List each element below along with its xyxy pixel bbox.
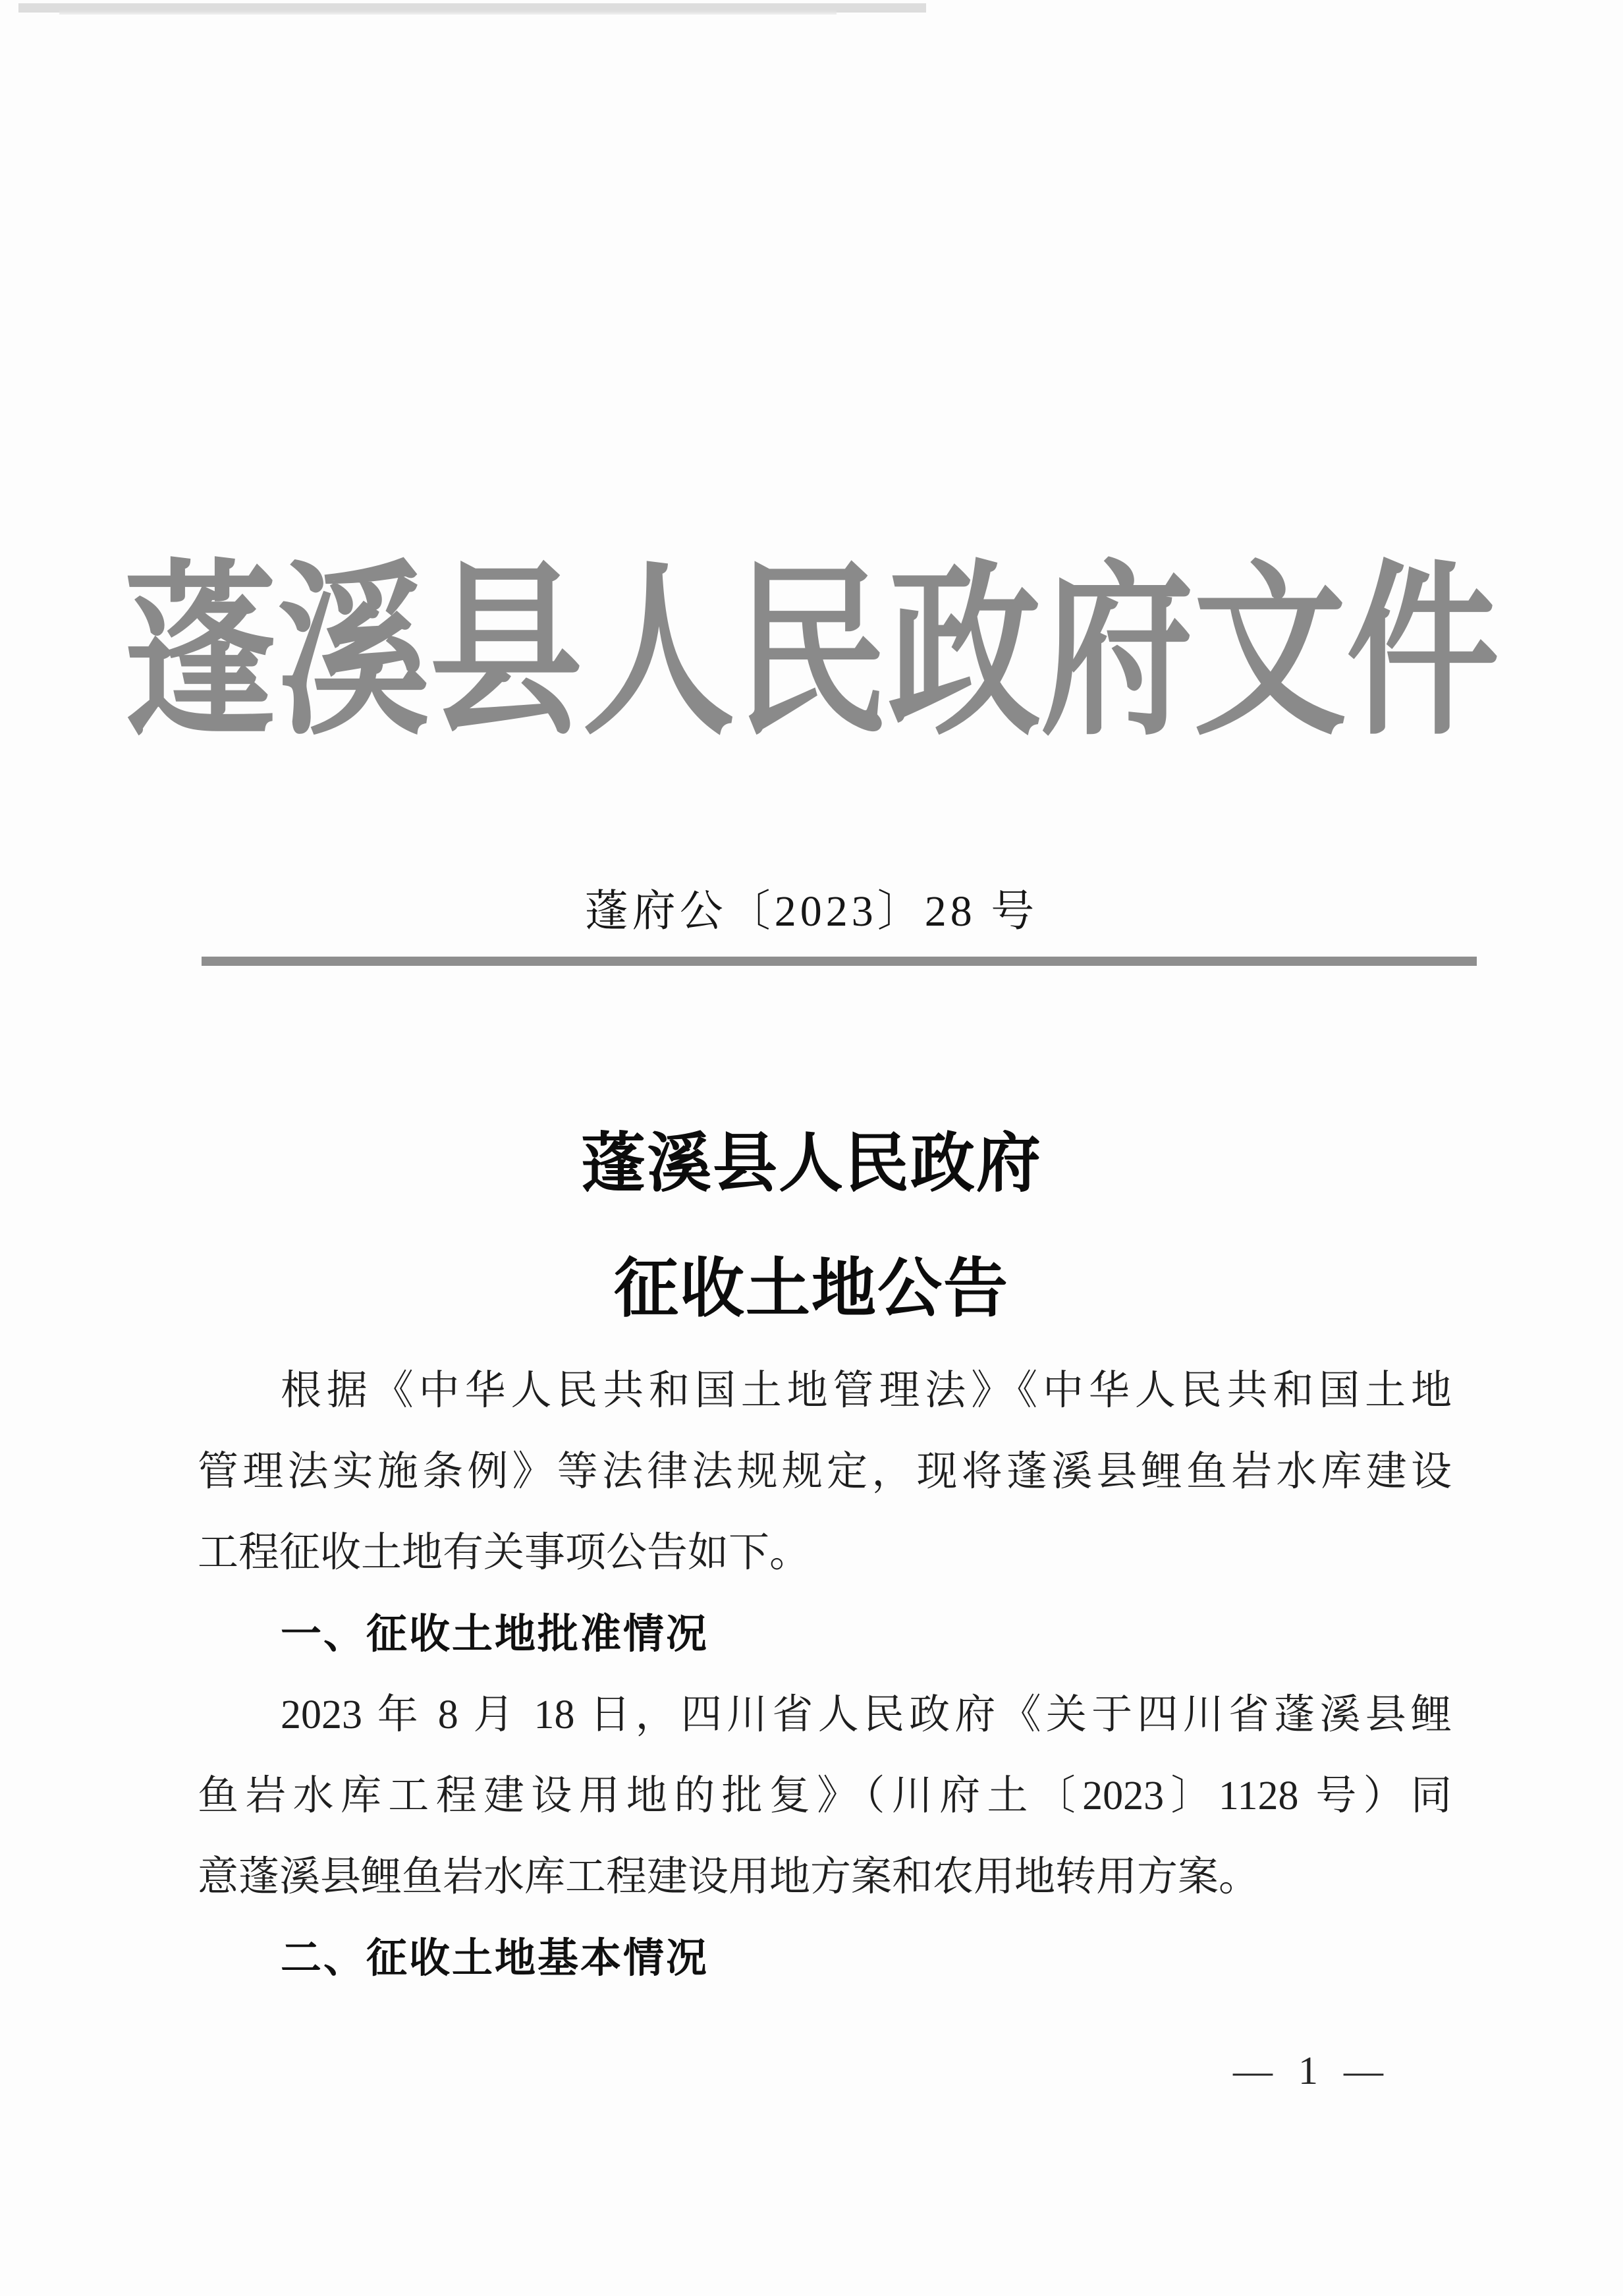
section-heading-2: 二、征收土地基本情况 <box>281 1936 709 1981</box>
letterhead-divider-rule <box>202 957 1477 966</box>
document-title <box>0 1102 1623 1352</box>
document-title-line-1: 蓬溪县人民政府 <box>580 1129 1042 1200</box>
document-body <box>198 1351 1452 1999</box>
body-line: 意蓬溪县鲤鱼岩水库工程建设用地方案和农用地转用方案。 <box>198 1855 1260 1899</box>
body-line: 鱼岩水库工程建设用地的批复》（川府土〔2023〕1128 号）同 <box>198 1774 1452 1818</box>
document-title-line-2: 征收土地公告 <box>613 1254 1009 1325</box>
body-line: 工程征收土地有关事项公告如下。 <box>198 1530 811 1575</box>
document-reference-number: 蓬府公〔2023〕28 号 <box>584 887 1039 936</box>
body-line: 根据《中华人民共和国土地管理法》《中华人民共和国土地 <box>281 1368 1452 1413</box>
page-number: — 1 — <box>1233 2049 1391 2092</box>
scan-edge-artifact-inner <box>59 11 837 14</box>
government-letterhead-banner: 蓬溪县人民政府文件 <box>123 551 1499 758</box>
body-line: 2023 年 8 月 18 日，四川省人民政府《关于四川省蓬溪县鲤 <box>281 1693 1452 1737</box>
body-line: 管理法实施条例》等法律法规规定，现将蓬溪县鲤鱼岩水库建设 <box>198 1449 1452 1494</box>
section-heading-1: 一、征收土地批准情况 <box>281 1611 709 1657</box>
